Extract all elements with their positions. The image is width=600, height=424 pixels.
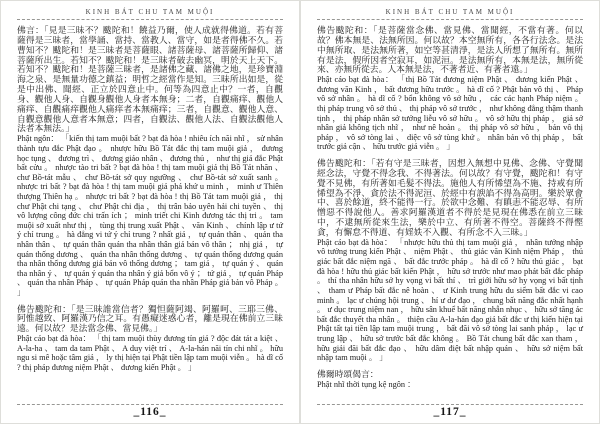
right-page [300,0,600,424]
page-number: _117_ [433,406,467,418]
text-block [317,26,583,152]
chinese-paragraph: 佛告颰陀和：「是三昧誰當信者？獨怛薩阿竭、阿羅呵、三耶三佛、阿惟越致、阿羅漢乃信之耳。有愚癡迷惑心者，離是現在佛前立三昧遠。何以故？是法當念佛、當見佛。」 [17,303,283,334]
text-block [317,370,583,389]
page-footer [17,404,283,418]
footer-divider [317,404,583,405]
header-divider [17,19,283,20]
page-footer [317,404,583,418]
page-number: _116_ [133,406,167,418]
left-page-body [17,26,283,376]
hanviet-verse-intro: Phật nhĩ thời tụng kệ ngôn ： [317,379,416,389]
chinese-paragraph: 佛言：「見是三昧不？颰陀和！饒益乃爾，使人成就得佛道。若有菩薩得是三昧者，當學誦、當持、當教人、當守，如是者得佛不久。若曹知不？颰陀和！是三昧者是菩薩眼、諸菩薩母、諸菩薩所歸仰、諸菩薩所出生。若知不？颰陀和！是三昧者破去幽冥，明於天上天下。若知不？颰陀和！是菩薩三昧者，是諸佛之藏、諸佛之地，是珍寶淵海之泉、是無量功德之鎮益；明哲之經當作是知。三昧所出如是，從是中出佛、聞經、正立於四意止中。何等為四意止中？一者，自觀身、觀他人身、自觀身觀他人身者本無身；二者，自觀痛痒、觀他人痛痒、自觀痛痒觀他人痛痒者本無痛痒；三者，自觀意、觀他人意、自觀意觀他人意者本無意；四者，自觀法、觀他人法、自觀法觀他人法者本無法。」 [17,25,283,134]
chinese-verse-intro: 佛爾時頌偈言： [317,368,379,379]
hanviet-paragraph: Phật cáo bạt đà hòa： 「thị Bồ Tát đương niệm Phật 、 đương kiến Phật 、 đương văn Kinh ， bất đương hữu trước 。 hà dĩ cố ? Phật bản vô thị 、 Pháp vô sở nhân 。 hà dĩ cố ? bổn không vô sở hữu ， các các hạnh Pháp niệm 。 thị pháp trung vô sở thủ 、 thị pháp vô sở trước ， như không đẳng thậm thanh tịnh ， thị pháp nhân sở tưởng liễu vô sở hữu 。 vô sở hữu thị pháp ， giả sở nhân giả không tịch nhĩ ， như nê hoàn 。 thị pháp vô sở hữu ， bản vô thị pháp ， vô sở tòng lai 、 diệc vô sở tùng khứ 。 nhân bản vô thị pháp ， bất trước giả cận 、 hữu trước giả viễn 。 」 [317,75,583,152]
chinese-paragraph: 佛告颰陀和：「是菩薩當念佛、當見佛、當聞經，不當有著。何以故？佛本無是、法無所因。何以故？本空無所有，各各行法念。是法中無所取、是法無所著，如空等甚清淨，是法人所想了無所有。無所有是法，假所因者空寂耳，如泥洹。是法無所有，本無是法，無所從來、亦無所從去。人本無是法，不著者近、有著者遠。」 [317,25,583,75]
text-block [17,26,283,298]
running-header: KINH BÁT CHU TAM MUỘI [385,8,515,16]
text-block [317,159,583,363]
header-divider [317,19,583,20]
hanviet-paragraph: Phật cáo bạt đà hòa： 「thị tam muội thùy đương tín giả ? độc đát tát a kiệt 、 A-la-ha 、 tam da tam Phật 、 A duy việt trí 、 A-la-hán nãi tín chi nhĩ 。 hữu ngu si mê hoặc tâm giả ， ly thị hiện tại Phật tiền lập tam muội viễn 。 hà dĩ cố ? thị pháp đương niệm Phật 、 đương kiến Phật 。 」 [17,334,283,372]
text-block [17,305,283,373]
running-header: KINH BÁT CHU TAM MUỘI [85,8,215,16]
chinese-paragraph: 佛告颰陀和：「若有守是三昧者，因想入無想中見佛、念佛、守覺聞經念法，守覺不得念我、不得著法。何以故？有守覺，颰陀和！有守覺不見佛，有所著如毛髮不得法。施他人有所悕望為不施、持戒有所悕望為不淨、貪於法不得泥洹、於經中有諛諂不得為高明。樂於眾會中、喜於餘道，終不能得一行。於欲中念難、有瞋恚不能忍辱、有所憎惡不得說他人。善求阿羅漢道者不得於是見現在佛悉在前立三昧中，不逮無所從來生法，樂於中立、有所著不得空。菩薩終不得慳貪，有懈怠不得道、有婬妷不入觀、有所念不入三昧。」 [317,158,583,237]
footer-divider [17,404,283,405]
hanviet-paragraph: Phật ngôn： 「kiến thị tam muội bất ? bạt đà hòa ! nhiêu ích nãi nhĩ ， sử nhân thành tựu đắc Phật đạo 。 nhược hữu Bồ Tát đắc thị tam muội giả ， đương học tụng 、 đương trì 、 đương giáo nhân 、 đương thủ ， như thị giả đắc Phật bất cửu 。 nhược tào tri bất ? bạt đà hòa ! thị tam muội giả thị Bồ Tát nhãn 、 chư Bồ-tát mẫu 、 chư Bồ-tát sở quy ngưỡng 、 chư Bồ-tát sở xuất sanh 。 nhược tri bất ? bạt đà hòa ! thị tam muội giả phá khứ u minh ， minh ư Thiên thượng Thiên hạ 。 nhược tri bất ? bạt đà hòa ! thị Bồ Tát tam muội giả ， thị chư Phật chi tạng 、 chư Phật chi địa ， thị trân bảo uyên hải chi tuyền 、 thị vô lượng công đức chi trấn ích ； minh triết chi Kinh đương tác thị tri 。 tam muội sở xuất như thị ， tùng thị trung xuất Phật 、 văn Kinh 、 chính lập ư tứ ý chỉ trung 。 hà đẳng vi tứ ý chỉ trung ? nhất giả ， tự quán thân 、 quán tha nhân thân 、 tự quán thân quán tha nhân thân giả bản vô thân ； nhị giả ， tự quán thống dương 、 quán tha nhân thống dương 、 tự quán thống dương quán tha nhân thống dương giả bản vô thống dương ； tam giả ， tự quán ý 、 quán tha nhân ý 、 tự quán ý quán tha nhân ý giả bổn vô ý ； tứ giả ， tự quán Pháp 、 quán tha nhân Pháp 、 tự quán Pháp quán tha nhân Pháp giả bản vô Pháp 。 」 [17,134,283,298]
hanviet-paragraph: Phật cáo bạt đà hòa： 「nhược hữu thủ thị tam muội giả ， nhân tưởng nhập vô tưởng trung kiến Phật 、 niệm Phật 、 thủ giác văn Kinh niệm Pháp ， thủ giác bất đắc niệm ngã 、 bất đắc trước pháp 。 hà dĩ cố ? hữu thủ giác ， bạt đà hòa ! hữu thủ giác bất kiến Phật ， hữu sở trước như mao phát bất đắc pháp 。 thí tha nhân hữu sở hy vọng vi bất thí 、 trì giới hữu sở hy vọng vi bất tịnh 、 tham ư Pháp bất đắc nê hoàn 、 ư Kinh trung hữu du siểm bất đắc vi cao minh 。 lạc ư chúng hội trung 、 hỉ ư dư đạo ， chung bất năng đắc nhất hạnh 。 ư dục trung niệm nan ， hữu sân khuể bất năng nhẫn nhục 、 hữu sở tăng ác bất đắc thuyết tha nhân 。 thiện cầu A-la-hán đạo giả bất đắc ư thị kiến hiện tại Phật tất tại tiền lập tam muội trung ， bất đãi vô sở tòng lai sanh pháp ， lạc ư trung lập 、 hữu sở trước bất đắc không 。 Bồ Tát chung bất đắc xan tham ， hữu giải đãi bất đắc đạo 、 hữu dâm điệt bất nhập quán 、 hữu sở niệm bất nhập tam muội 。 」 [317,237,583,363]
right-page-body [317,25,583,389]
